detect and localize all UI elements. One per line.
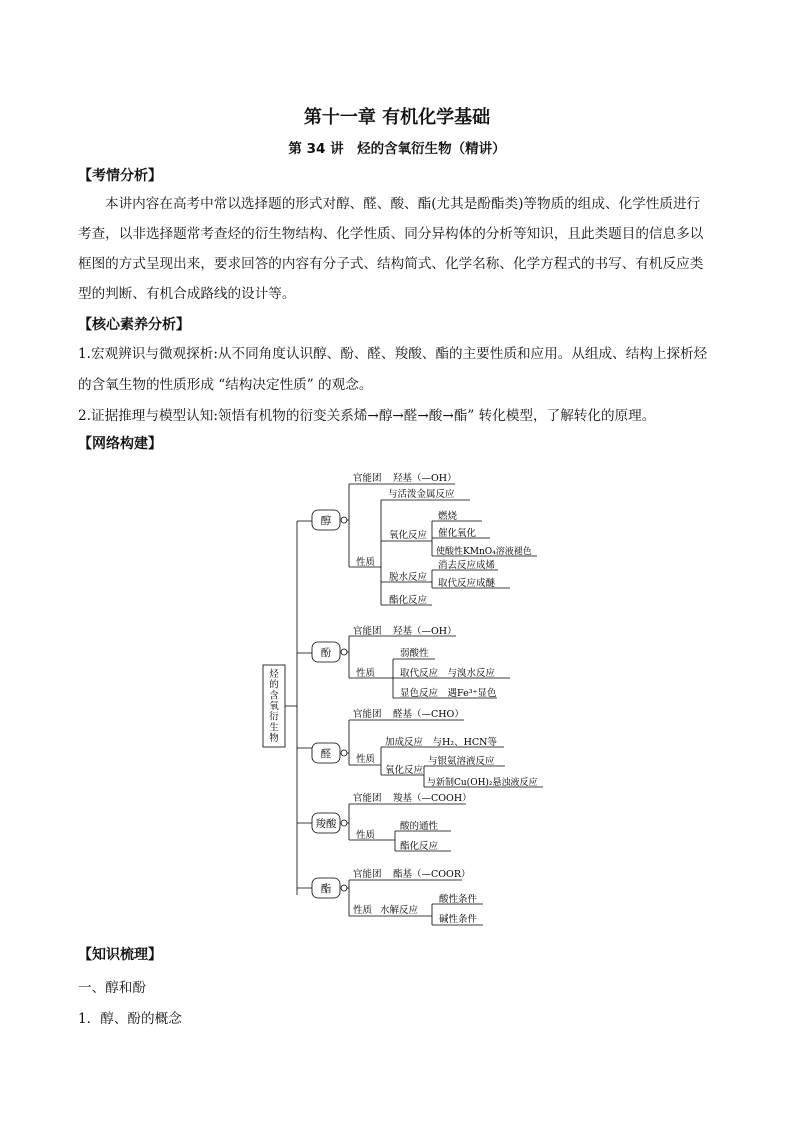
acid-fg-value: 羧基（—COOH）	[393, 793, 472, 804]
root-char: 氧	[269, 701, 279, 712]
core-literacy-line: 1.宏观辨识与微观探析:从不同角度认识醇、酚、醛、羧酸、酯的主要性质和应用。从组成、结构上探析烃	[78, 346, 708, 362]
root-char: 生	[269, 722, 279, 734]
phenol-color: 显色反应 遇Fe³⁺显色	[400, 688, 497, 699]
root-char: 的	[269, 679, 279, 691]
alcohol-dehydration: 脱水反应	[389, 572, 428, 583]
phenol-prop-label: 性质	[356, 668, 376, 679]
exam-analysis-line: 型的判断、有机合成路线的设计等。	[78, 286, 296, 302]
acid-prop-label: 性质	[356, 830, 376, 841]
knowledge-network-diagram	[0, 455, 794, 935]
exam-analysis-text	[78, 189, 738, 309]
exam-analysis-line: 本讲内容在高考中常以选择题的形式对醇、醛、酸、酯(尤其是酚酯类)等物质的组成、化学性质进行	[105, 196, 701, 212]
aldehyde-fg-value: 醛基（—CHO）	[393, 709, 464, 720]
knowledge-subheading: 1．醇、酚的概念	[78, 1011, 182, 1027]
acid-fg-label: 官能团	[353, 793, 382, 804]
acid-general: 酸的通性	[400, 821, 439, 832]
alcohol-esterification: 酯化反应	[389, 595, 428, 606]
aldehyde-oxidation: 氧化反应	[385, 765, 424, 776]
aldehyde-prop-label: 性质	[356, 754, 376, 765]
phenol-fg-value: 羟基（—OH）	[393, 626, 457, 637]
phenol-weak-acid: 弱酸性	[400, 648, 429, 659]
alcohol-kmno4: 使酸性KMnO₄溶液褪色	[436, 547, 532, 557]
chapter-title: 第十一章 有机化学基础	[303, 107, 491, 128]
alcohol-elimination: 消去反应成烯	[438, 560, 496, 571]
alcohol-active-metal: 与活泼金属反应	[388, 489, 455, 500]
acid-esterification: 酯化反应	[400, 841, 439, 852]
ester-fg-value: 酯基（—COOR）	[393, 869, 471, 880]
ester-basic: 碱性条件	[439, 914, 478, 925]
ester-prop-label: 性质	[353, 905, 373, 916]
aldehyde-addition: 加成反应 与H₂、HCN等	[385, 737, 497, 748]
core-literacy-heading: 【核心素养分析】	[78, 317, 190, 333]
phenol-substitution: 取代反应 与溴水反应	[400, 668, 496, 679]
knowledge-subheading: 一、醇和酚	[78, 980, 146, 996]
phenol-fg-label: 官能团	[353, 626, 382, 637]
alcohol-substitution-ether: 取代反应成醚	[438, 578, 496, 589]
root-char: 含	[269, 690, 279, 702]
node-ester: 酯	[320, 883, 332, 895]
alcohol-oxidation: 氧化反应	[389, 530, 428, 541]
network-heading: 【网络构建】	[78, 436, 162, 452]
core-literacy-line: 的含氧生物的性质形成 “结构决定性质” 的观念。	[78, 377, 373, 393]
alcohol-catalytic: 催化氧化	[438, 528, 477, 539]
alcohol-prop-label: 性质	[356, 557, 376, 568]
alcohol-fg-label: 官能团	[353, 473, 382, 484]
aldehyde-cuoh: 与新制Cu(OH)₂悬浊液反应	[427, 778, 538, 788]
exam-analysis-line: 框图的方式呈现出来，要求回答的内容有分子式、结构简式、化学名称、化学方程式的书写、有机反应类	[78, 256, 704, 272]
root-char: 衍	[269, 711, 279, 723]
alcohol-fg-value: 羟基（—OH）	[393, 473, 457, 484]
aldehyde-silver: 与银氨溶液反应	[428, 756, 495, 767]
core-literacy-line: 2.证据推理与模型认知:领悟有机物的衍变关系烯→醇→醛→酸→酯” 转化模型，了解转化的原理。	[78, 408, 656, 424]
node-aldehyde: 醛	[320, 748, 332, 760]
node-alcohol: 醇	[320, 515, 332, 527]
ester-hydrolysis: 水解反应	[380, 905, 419, 916]
node-phenol: 酚	[320, 647, 332, 659]
node-acid: 羧酸	[315, 818, 337, 830]
aldehyde-fg-label: 官能团	[353, 709, 382, 720]
lecture-title: 第 34 讲 烃的含氧衍生物（精讲）	[288, 141, 506, 157]
ester-fg-label: 官能团	[353, 869, 382, 880]
exam-analysis-heading: 【考情分析】	[78, 168, 162, 184]
exam-analysis-line: 考查，以非选择题常考查烃的衍生物结构、化学性质、同分异构体的分析等知识，且此类题目的信息多以	[78, 226, 704, 242]
knowledge-heading: 【知识梳理】	[78, 947, 162, 963]
root-char: 烃	[269, 669, 279, 680]
alcohol-burn: 燃烧	[438, 511, 458, 522]
root-char: 物	[269, 733, 279, 744]
ester-acidic: 酸性条件	[439, 894, 478, 905]
